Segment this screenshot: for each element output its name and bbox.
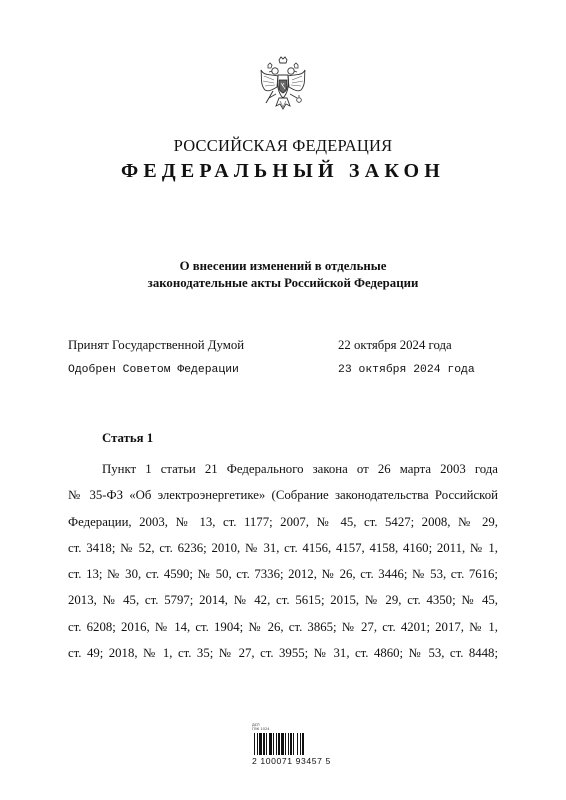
barcode-caption-2: ГВК 1024 <box>252 727 270 731</box>
article-body <box>68 456 498 666</box>
country-heading: РОССИЙСКАЯ ФЕДЕРАЦИЯ <box>173 136 393 155</box>
article-text-line: Пункт 1 статьи 21 Федерального закона от 26 марта 2003 года <box>102 462 498 476</box>
article-text-line: 2013, № 45, ст. 5797; 2014, № 42, ст. 5615; 2015, № 29, ст. 4350; № 45, <box>68 593 498 608</box>
law-title <box>0 258 566 292</box>
article-text-line: ст. 13; № 30, ст. 4590; № 50, ст. 7336; 2012, № 26, ст. 3446; № 53, ст. 7616; <box>68 567 498 582</box>
article-text-line: № 35-ФЗ «Об электроэнергетике» (Собрание законодательства Российской <box>68 488 498 503</box>
article-text-line: Федерации, 2003, № 13, ст. 1177; 2007, № 45, ст. 5427; 2008, № 29, <box>68 514 498 529</box>
barcode-block <box>252 722 331 766</box>
law-title-line-1: О внесении изменений в отдельные <box>179 259 387 273</box>
article-heading: Статья 1 <box>102 431 154 445</box>
coat-of-arms-emblem <box>258 56 308 114</box>
barcode-image <box>252 733 316 755</box>
council-approval-row <box>68 364 498 382</box>
document-type-heading: ФЕДЕРАЛЬНЫЙ ЗАКОН <box>120 160 446 182</box>
law-title-line-2: законодательные акты Российской Федерации <box>147 276 419 290</box>
article-text-line: ст. 49; 2018, № 1, ст. 35; № 27, ст. 3955; № 31, ст. 4860; № 53, ст. 8448; <box>68 646 498 661</box>
duma-adoption-row <box>68 338 498 356</box>
barcode-caption-1: дсп <box>252 722 260 727</box>
article-text-line: ст. 6208; 2016, № 14, ст. 1904; № 26, ст. 3865; № 27, ст. 4201; 2017, № 1, <box>68 619 498 634</box>
duma-adoption-date: 22 октября 2024 года <box>338 338 452 352</box>
council-approval-label: Одобрен Советом Федерации <box>68 364 239 376</box>
article-text-line: ст. 3418; № 52, ст. 6236; 2010, № 31, ст. 4156, 4157, 4158, 4160; 2011, № 1, <box>68 540 498 555</box>
barcode-number: 2 100071 93457 5 <box>252 756 331 766</box>
council-approval-date: 23 октября 2024 года <box>338 364 475 376</box>
duma-adoption-label: Принят Государственной Думой <box>68 338 245 352</box>
